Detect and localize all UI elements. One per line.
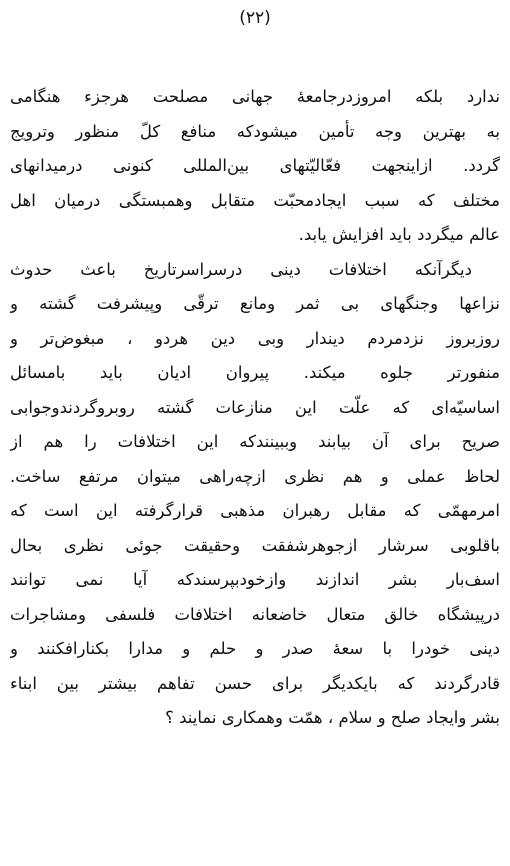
- text-line: عالم میگردد باید افزایش یابد.: [298, 225, 500, 244]
- page-number: (۲۲): [239, 8, 271, 28]
- text-line: قادرگردند که بایکدیگر برای حسن تفاهم بیشتر بین ابناء: [10, 673, 500, 693]
- text-line: روزبروز نزدمردم دیندار وبی دین هردو ، مبغوض‌تر و: [10, 328, 500, 348]
- text-line: نزاعها وجنگهای بی ثمر ومانع ترقّی وپیشرفت گشته و: [10, 294, 500, 313]
- text-line: درپیشگاه خالق متعال خاضعانه اختلافات فلسفی ومشاجرات: [10, 604, 500, 624]
- text-line: باقلوبی سرشار ازجوهرشفقت وحقیقت جوئی نظری بحال: [10, 535, 500, 555]
- text-line: امرمهمّی که مقابل رهبران مذهبی قرارگرفته این است که: [10, 501, 500, 520]
- text-line: گردد. ازاینجهت فعّالیّتهای بین‌المللی کنونی درمیدانهای: [10, 156, 500, 175]
- text-line: منفورتر جلوه میکند. پیروان ادیان باید بامسائل: [10, 363, 500, 382]
- text-line: اسف‌بار بشر اندازند وازخودبپرسندکه آیا نمی توانند: [10, 570, 500, 589]
- text-line: به بهترین وجه تأمین میشودکه منافع کلّ منظور وترویج: [10, 121, 500, 141]
- text-line: اساسیّه‌ای که علّت این منازعات گشته روبروگردندوجوابی: [10, 397, 500, 417]
- text-line: ندارد بلکه امروزدرجامعهٔ جهانی مصلحت هرجزء هنگامی: [10, 87, 500, 106]
- text-line: لحاظ عملی و هم نظری ازچه‌راهی میتوان مرتفع ساخت.: [10, 466, 500, 486]
- text-line: دینی خودرا با سعهٔ صدر و حلم و مدارا بکنارافکنند و: [10, 639, 500, 658]
- body-text: [10, 80, 500, 736]
- text-line: مختلف که سبب ایجادمحبّت متقابل وهمبستگی درمیان اهل: [10, 190, 500, 210]
- text-line: بشر وایجاد صلح و سلام ، همّت وهمکاری نمایند ؟: [165, 708, 500, 727]
- text-line: دیگرآنکه اختلافات دینی درسراسرتاریخ باعث حدوث: [10, 259, 472, 279]
- text-line: صریح برای آن بیابند وببینندکه این اختلافات را هم از: [10, 432, 500, 451]
